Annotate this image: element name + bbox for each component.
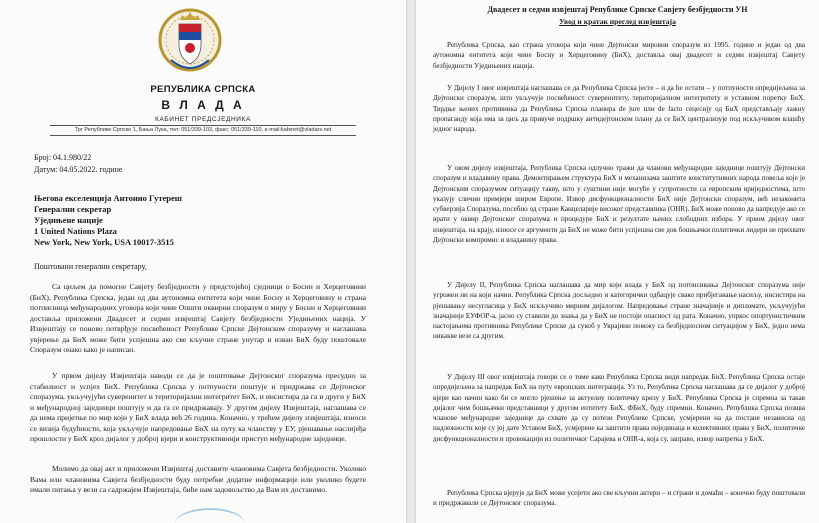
greeting: Поштовани генерални секретару, [34,262,147,271]
report-paragraph: Република Српска вјерује да БиХ може успјети ако све кључни актери – и страни и домаћи – конечно буду поштовали и придржавали се Дејтонског споразума. [433,489,805,508]
cabinet-subtitle: КАБИНЕТ ПРЕДСЈЕДНИКА [155,116,251,123]
report-subheading: Увод и кратак преглед извјештаја [559,17,676,26]
report-paragraph: У Дијелу II, Република Српска наглашава да мир који влада у БиХ од потписивања Дејтонског споразума није угрожен ни на који начин. Република Српска досљедно и категорички одбацује свако прибјегавање насиљу, инсистира на рјешавању несугласица у БиХ искључиво мирним дијалогом. Напредовање стране значајније и дипломате, укључујући значајније ЕУФОР-а, јасно су ставили до знања да у БиХ не постоји опасност од рата. Коначно, упркос опортунистичким настојањима противника Републике Српске да сукоб у Украјини повежу са безбједносном ситуацијом у БиХ, једно нема никакве везе са другим. [433,281,805,341]
coat-of-arms-icon [151,2,229,82]
report-paragraph: Република Српска, као страна уговора који чине Дејтонски мировни споразум из 1995. године и један од два аутономна ентитета који чине Босну и Херцеговину (БиХ), доставља овај двадесет и седми извјештај Савјету безбједности Уједињених нација. [433,41,805,70]
addressee-line: 1 United Nations Plaza [34,226,117,236]
stamp-mark [175,508,245,523]
republic-name: РЕПУБЛИКА СРПСКА [150,84,256,95]
cover-letter-page [0,0,406,523]
letterhead-address: Трг Републике Српске 1, Бања Лука, тел: 051/339-103, факс: 051/339-110, e-mail:kabinet@vladars.net [74,127,332,133]
report-paragraph: У Дијелу III овог извјештаја говори се о томе како Република Српска види напредак БиХ. Република Српска остаје опредијељена за напредак БиХ на путу европских интеграција. Уз то, Република Српска наглашава да се дијалог у доброј вјери као начин како би се могло рјешење за актуелну политичку кризу у БиХ. Република Српска је спремна за такав дијалог чим бошњачки представници у другом ентитету БиХ, ФБиХ, буду спремни. Коначно, Република Српска позива чланове међународне заједнице да схвате да су потези Републике Српске, усмјерени на да постане независна од надлежности које су јој дате Уставом БиХ, усмјерене ка заштити права појединаца и колективних права у БиХ, политичке дисфункционалности и провокацији из политичког Сарајева и OHR-а, која су, заправо, извор напретка у БиХ. [433,373,805,443]
letterhead-rule [50,125,356,126]
addressee-line: Уједињене нације [34,215,103,225]
reference-number: Број: 04.1.980/22 [34,153,92,162]
report-paragraph: У овом дијелу извјештаја, Република Српска одлучно тражи да чланови међународне заједнице поштују Дејтонски споразум и владавину права. Демонтирањем структура БиХ и механизама заштите конститутивних народа повеља које је Дејтонским споразумом ситуацију такву, што у суштини није могуће у супротности са европским вриједностима, што указују слични примјери широм Европе. Извор дисфункционалности БиХ није Дејтонски споразум, већ незаконита субверзија Споразума, посебно од стране Канцеларије високог представника (OHR). БиХ може поново да напредује ако се врати у оквир Дејтонског споразума и процедуре БиХ и резултате њених слободних избора. У првом дијелу овог извјештаја, на крају, износе се аргументи да БиХ не може бити успјешна све док бошњачки политички лидери не прихвате Дејтонски компромис и владавину права. [433,164,805,245]
addressee-line: Генерални секретар [34,204,112,214]
letter-paragraph: Молимо да овај акт и приложени Извјештај доставите члановима Савјета безбједности. Уколико Вама или члановима Савјета безбједности буду потребне додатне информације или уколико будете имали питања у вези са садржајем Извјештаја, биће нам задовољство да Вам их доставимо. [30,464,366,494]
letter-paragraph: У првом дијелу Извјештаја наводи се да је поштовање Дејтонског споразума пресудно за стабилност и успјех БиХ. Република Српска у потпуности поштује и придржава се Дејтонског споразума, укључујући суверенитет и територијални интегритет БиХ, и инсистира да га и други у БиХ и међународној заједници поштују и да га се придржавају. У другом дијелу Извјештаја, наглашава се да нема пријетње по мир који у БиХ влада већ 26 година. Коначно, у трећем дијелу извјештаја, износи се визија будућности, која укључује напредовање БиХ на путу ка чланству у ЕУ, рјешавање наслијеђа прошлости у БиХ кроз дијалог у доброј вјери и конструктивнији приступ међународне заједнице. [30,371,366,443]
addressee-line: Његова екселенција Антонио Гутереш [34,193,182,203]
letter-paragraph: Са циљем да помогне Савјету безбједности у предстојећој сједници о Босни и Херцеговини (БиХ), Република Српска, један од два аутономна ентитета који чине Босну и Херцеговину и страна потписница међународних уговора који чине Општи оквирни споразум о миру у Босни и Херцеговини доставља приложени Двадесет и седми извјештај Савјету безбједности Уједињених нација. У Извјештају се поново потврђује посвећеност Републике Српске Дејтонском споразуму и наглашава увјерење да БиХ може бити успјешна ако све кључне стране унутар и изван БиХ буду поштовале Споразум онако како је написан. [30,282,366,354]
letterhead-rule-bottom [50,135,356,136]
addressee-line: New York, New York, USA 10017-3515 [34,237,174,247]
report-page [416,0,819,523]
letter-date: Датум: 04.05.2022. године [34,165,123,174]
report-paragraph: У Дијелу I овог извјештаја наглашава се да Република Српска јесте – и да ће остати – у потпуности опредијељена за Дејтонски споразум, што укључује посвећеност суверенитету, територијалном интегритету и уставном поретку БиХ. Тврдње њених противника да Република Српска планира de jure или de facto сецесију од БиХ представљају лажну пропаганду која има за циљ да привуче подршку антидејтонском плану да се БиХ централизује под искључивом влашћу једног народа. [433,84,805,134]
report-heading: Двадесет и седми извјештај Републике Српске Савјету безбједности УН [487,5,748,14]
government-title: В Л А Д А [161,98,245,112]
